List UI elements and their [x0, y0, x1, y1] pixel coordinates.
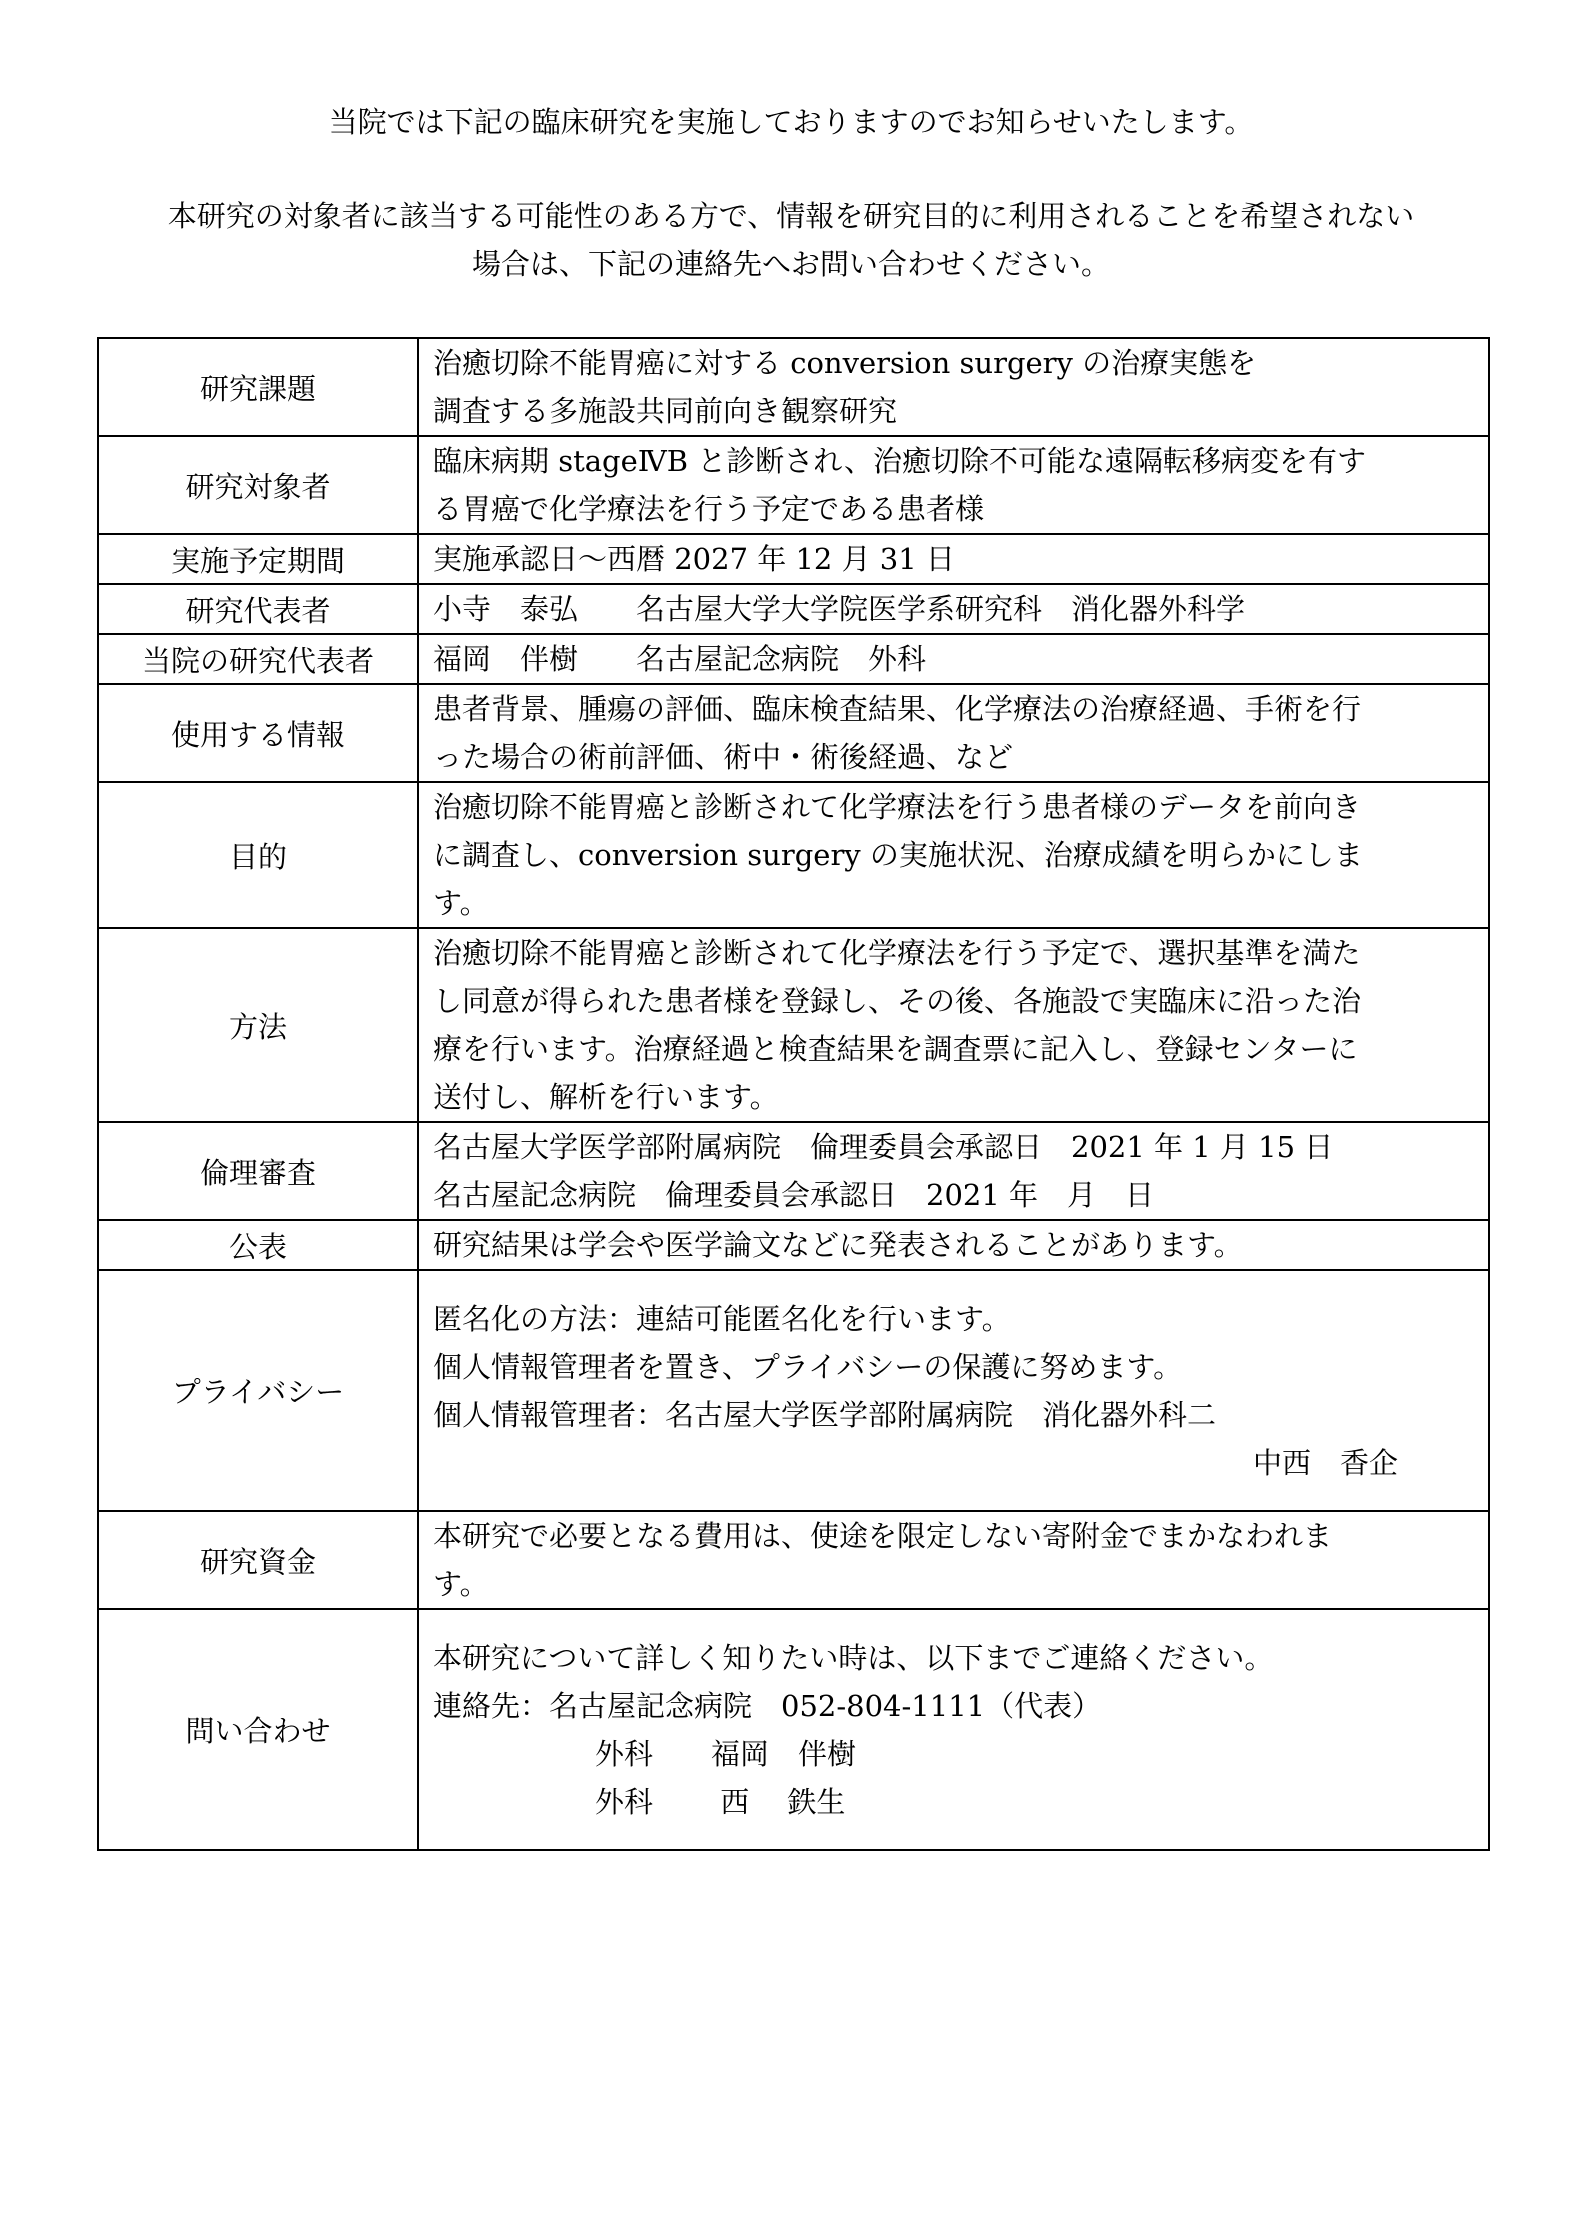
- label-method: 方法: [98, 928, 418, 1122]
- content-purpose: [418, 782, 1489, 928]
- method-line-2: し同意が得られた患者様を登録し、その後、各施設で実臨床に沿った治: [433, 984, 1362, 1018]
- content-pi: [418, 584, 1489, 634]
- row-subjects: [98, 436, 1489, 534]
- ethics-line-2: 名古屋記念病院 倫理委員会承認日 2021 年 月 日: [433, 1178, 1155, 1212]
- row-privacy: [98, 1270, 1489, 1511]
- row-title: [98, 338, 1489, 436]
- label-publication: 公表: [98, 1220, 418, 1270]
- label-funding: 研究資金: [98, 1511, 418, 1609]
- label-period: 実施予定期間: [98, 534, 418, 584]
- privacy-line-1: 匿名化の方法：連結可能匿名化を行います。: [433, 1301, 1011, 1336]
- label-pi: 研究代表者: [98, 584, 418, 634]
- title-line-2: 調査する多施設共同前向き観察研究: [433, 394, 898, 428]
- period-line-1: 実施承認日～西暦 2027 年 12 月 31 日: [433, 542, 955, 576]
- subjects-line-2: る胃癌で化学療法を行う予定である患者様: [433, 492, 985, 526]
- privacy-line-2: 個人情報管理者を置き、プライバシーの保護に努めます。: [433, 1349, 1183, 1384]
- row-information: [98, 684, 1489, 782]
- publication-line-1: 研究結果は学会や医学論文などに発表されることがあります。: [433, 1228, 1243, 1262]
- inquiry-line-3: 連絡先：名古屋記念病院 052-804-1111（代表）: [433, 1688, 1102, 1723]
- inquiry-line-1: 本研究について詳しく知りたい時は、以下までご連絡ください。: [433, 1640, 1274, 1675]
- label-local-pi: 当院の研究代表者: [98, 634, 418, 684]
- purpose-line-3: す。: [433, 886, 489, 920]
- row-funding: [98, 1511, 1489, 1609]
- information-line-2: った場合の術前評価、術中・術後経過、など: [433, 740, 1014, 774]
- content-ethics: [418, 1122, 1489, 1220]
- subjects-line-1: 臨床病期 stageⅣB と診断され、治癒切除不可能な遠隔転移病変を有す: [433, 444, 1367, 478]
- content-publication: [418, 1220, 1489, 1270]
- content-inquiry: [418, 1609, 1489, 1850]
- purpose-line-1: 治癒切除不能胃癌と診断されて化学療法を行う患者様のデータを前向き: [433, 790, 1362, 824]
- contact-person-1: 外科 福岡 伴樹: [595, 1736, 857, 1771]
- ethics-line-1: 名古屋大学医学部附属病院 倫理委員会承認日 2021 年 1 月 15 日: [433, 1130, 1334, 1164]
- row-ethics: [98, 1122, 1489, 1220]
- privacy-manager-name: 中西 香企: [1252, 1445, 1398, 1480]
- title-line-1: 治癒切除不能胃癌に対する conversion surgery の治療実態を: [433, 346, 1257, 380]
- label-purpose: 目的: [98, 782, 418, 928]
- row-period: [98, 534, 1489, 584]
- funding-line-1: 本研究で必要となる費用は、使途を限定しない寄附金でまかなわれま: [433, 1519, 1333, 1553]
- row-inquiry: [98, 1609, 1489, 1850]
- content-subjects: [418, 436, 1489, 534]
- pi-line-1: 小寺 泰弘 名古屋大学大学院医学系研究科 消化器外科学: [433, 592, 1246, 626]
- intro-line-2: 本研究の対象者に該当する可能性のある方で、情報を研究目的に利用されることを希望されない: [167, 199, 1415, 233]
- intro-line-3: 場合は、下記の連絡先へお問い合わせください。: [471, 247, 1110, 281]
- label-privacy: プライバシー: [98, 1270, 418, 1511]
- contact-person-2: 外科 西 鉄生: [595, 1784, 846, 1819]
- method-line-3: 療を行います。治療経過と検査結果を調査票に記入し、登録センターに: [433, 1032, 1358, 1066]
- content-method: [418, 928, 1489, 1122]
- label-ethics: 倫理審査: [98, 1122, 418, 1220]
- local-pi-line-1: 福岡 伴樹 名古屋記念病院 外科: [433, 642, 927, 676]
- row-purpose: [98, 782, 1489, 928]
- label-information: 使用する情報: [98, 684, 418, 782]
- content-period: [418, 534, 1489, 584]
- label-title: 研究課題: [98, 338, 418, 436]
- content-information: [418, 684, 1489, 782]
- intro-line-1: 当院では下記の臨床研究を実施しておりますのでお知らせいたします。: [328, 105, 1254, 139]
- information-line-1: 患者背景、腫瘍の評価、臨床検査結果、化学療法の治療経過、手術を行: [433, 692, 1362, 726]
- privacy-line-4: 個人情報管理者：名古屋大学医学部附属病院 消化器外科二: [433, 1397, 1217, 1432]
- content-title: [418, 338, 1489, 436]
- row-publication: [98, 1220, 1489, 1270]
- label-inquiry: 問い合わせ: [98, 1609, 418, 1850]
- purpose-line-2: に調査し、conversion surgery の実施状況、治療成績を明らかにしま: [433, 838, 1363, 872]
- intro-paragraph: [90, 192, 1492, 288]
- content-local-pi: [418, 634, 1489, 684]
- method-line-4: 送付し、解析を行います。: [433, 1080, 779, 1114]
- method-line-1: 治癒切除不能胃癌と診断されて化学療法を行う予定で、選択基準を満た: [433, 936, 1361, 970]
- study-info-table: [97, 337, 1490, 1851]
- content-funding: [418, 1511, 1489, 1609]
- row-pi: [98, 584, 1489, 634]
- row-method: [98, 928, 1489, 1122]
- label-subjects: 研究対象者: [98, 436, 418, 534]
- funding-line-2: す。: [433, 1567, 489, 1601]
- row-local-pi: [98, 634, 1489, 684]
- content-privacy: [418, 1270, 1489, 1511]
